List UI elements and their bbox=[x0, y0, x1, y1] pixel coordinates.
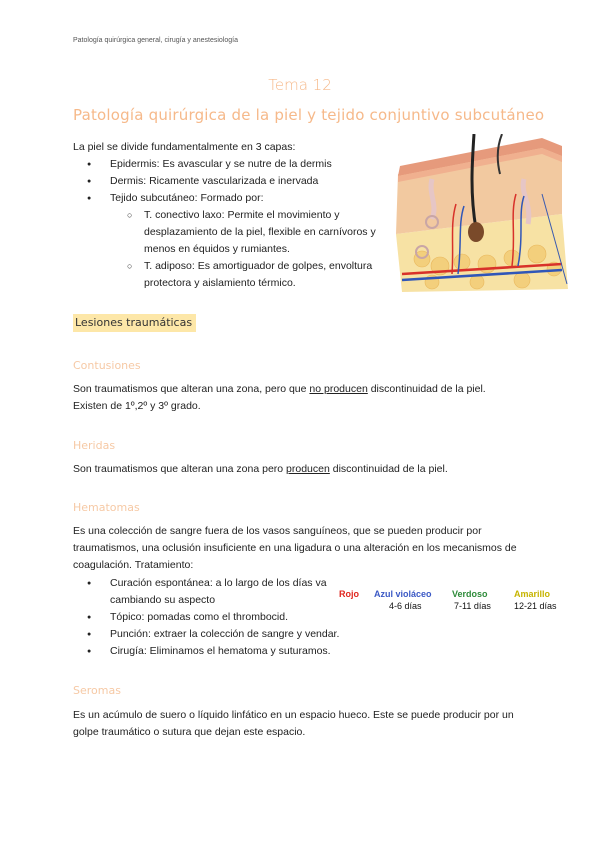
sublayer-item: ○ T. adiposo: Es amortiguador de golpes, envoltura protectora y aislamiento térmico. bbox=[73, 258, 393, 292]
treatment-list bbox=[73, 575, 340, 660]
section-heading: Lesiones traumáticas bbox=[73, 314, 196, 332]
tema-number: Tema 12 bbox=[268, 76, 332, 94]
heridas-text-a: Son traumatismos que alteran una zona pero bbox=[73, 463, 287, 475]
heridas-text-b: discontinuidad de la piel. bbox=[329, 463, 448, 475]
contusiones-text-b: discontinuidad de la piel. bbox=[367, 383, 486, 395]
legend-label-azul: Azul violáceo bbox=[374, 589, 432, 599]
treatment-item: ● Punción: extraer la colección de sangre y vendar. bbox=[73, 626, 333, 643]
legend-days-azul: 4-6 días bbox=[389, 601, 422, 611]
heridas-emphasis: producen bbox=[286, 463, 330, 475]
seromas-text: Es un acúmulo de suero o líquido linfático en un espacio hueco. Este se puede producir por un golpe traumático o sutura que dejan este espacio. bbox=[73, 709, 514, 738]
sublayer-item: ○ T. conectivo laxo: Permite el movimiento y desplazamiento de la piel, flexible en carnívoros y menos en équidos y rumiantes. bbox=[73, 207, 393, 258]
heridas-text bbox=[73, 461, 533, 478]
legend-label-verdoso: Verdoso bbox=[452, 589, 488, 599]
treatment-item: ● Cirugía: Eliminamos el hematoma y suturamos. bbox=[73, 643, 333, 660]
legend-days-verdoso: 7-11 días bbox=[454, 601, 491, 611]
intro-lead: La piel se divide fundamentalmente en 3 capas: bbox=[73, 141, 296, 153]
layer-item: ● Tejido subcutáneo: Formado por: bbox=[73, 190, 393, 207]
hematomas-heading: Hematomas bbox=[73, 501, 140, 514]
hematomas-text: Es una colección de sangre fuera de los vasos sanguíneos, que se pueden producir por traumatismos, una oclusión insuficiente en una ligadura o una alteración en los mecanismos de coagulación. Tratamiento: bbox=[73, 525, 517, 571]
legend-label-amarillo: Amarillo bbox=[514, 589, 551, 599]
layer-item: ● Epidermis: Es avascular y se nutre de la dermis bbox=[73, 156, 393, 173]
contusiones-text-a: Son traumatismos que alteran una zona, pero que bbox=[73, 383, 310, 395]
page-title: Patología quirúrgica de la piel y tejido conjuntivo subcutáneo bbox=[73, 106, 545, 124]
seromas-heading: Seromas bbox=[73, 684, 121, 697]
treatment-item: ● Curación espontánea: a lo largo de los días va cambiando su aspecto bbox=[73, 575, 333, 609]
intro-block bbox=[73, 139, 393, 292]
legend-label-rojo: Rojo bbox=[339, 589, 359, 599]
sublayers-list bbox=[73, 207, 393, 292]
contusiones-heading: Contusiones bbox=[73, 359, 141, 372]
contusiones-text bbox=[73, 381, 533, 415]
layer-item: ● Dermis: Ricamente vascularizada e inervada bbox=[73, 173, 393, 190]
treatment-block bbox=[73, 575, 340, 660]
contusiones-emphasis: no producen bbox=[309, 383, 368, 395]
document-header: Patología quirúrgica general, cirugía y anestesiología bbox=[73, 37, 238, 44]
treatment-item: ● Tópico: pomadas como el thrombocid. bbox=[73, 609, 333, 626]
contusiones-grades: Existen de 1º,2º y 3º grado. bbox=[73, 400, 201, 412]
layers-list bbox=[73, 156, 393, 207]
legend-days-amarillo: 12-21 días bbox=[514, 601, 557, 611]
heridas-heading: Heridas bbox=[73, 439, 116, 452]
skin-cross-section-illustration bbox=[392, 134, 570, 294]
